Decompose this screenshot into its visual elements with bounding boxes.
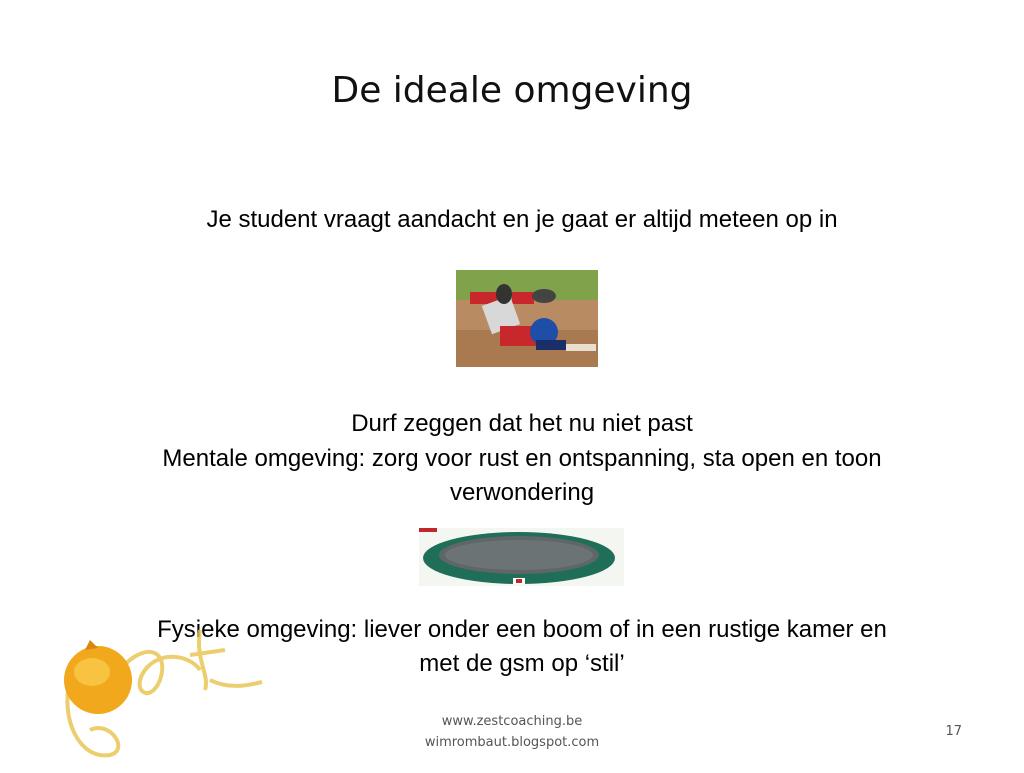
footer-website-link[interactable]: www.zestcoaching.be [441, 714, 583, 729]
physical-line-1: Fysieke omgeving: liever onder een boom of in een rustige kamer en [157, 616, 887, 643]
footer-blog-link[interactable]: wimrombaut.blogspot.com [424, 735, 600, 750]
mental-line-1: Durf zeggen dat het nu niet past [351, 410, 693, 437]
physical-line-2: met de gsm op ‘stil’ [419, 650, 625, 677]
page-number: 17 [945, 724, 962, 739]
mental-line-2: Mentale omgeving: zorg voor rust en ontspanning, sta open en toon [162, 445, 882, 472]
slide-title: De ideale omgeving [331, 70, 693, 111]
mental-line-3: verwondering [449, 479, 595, 506]
zest-logo [50, 610, 270, 768]
baseball-photo [456, 270, 598, 367]
trampoline-photo [419, 528, 624, 586]
subtitle-line: Je student vraagt aandacht en je gaat er altijd meteen op in [206, 206, 838, 233]
